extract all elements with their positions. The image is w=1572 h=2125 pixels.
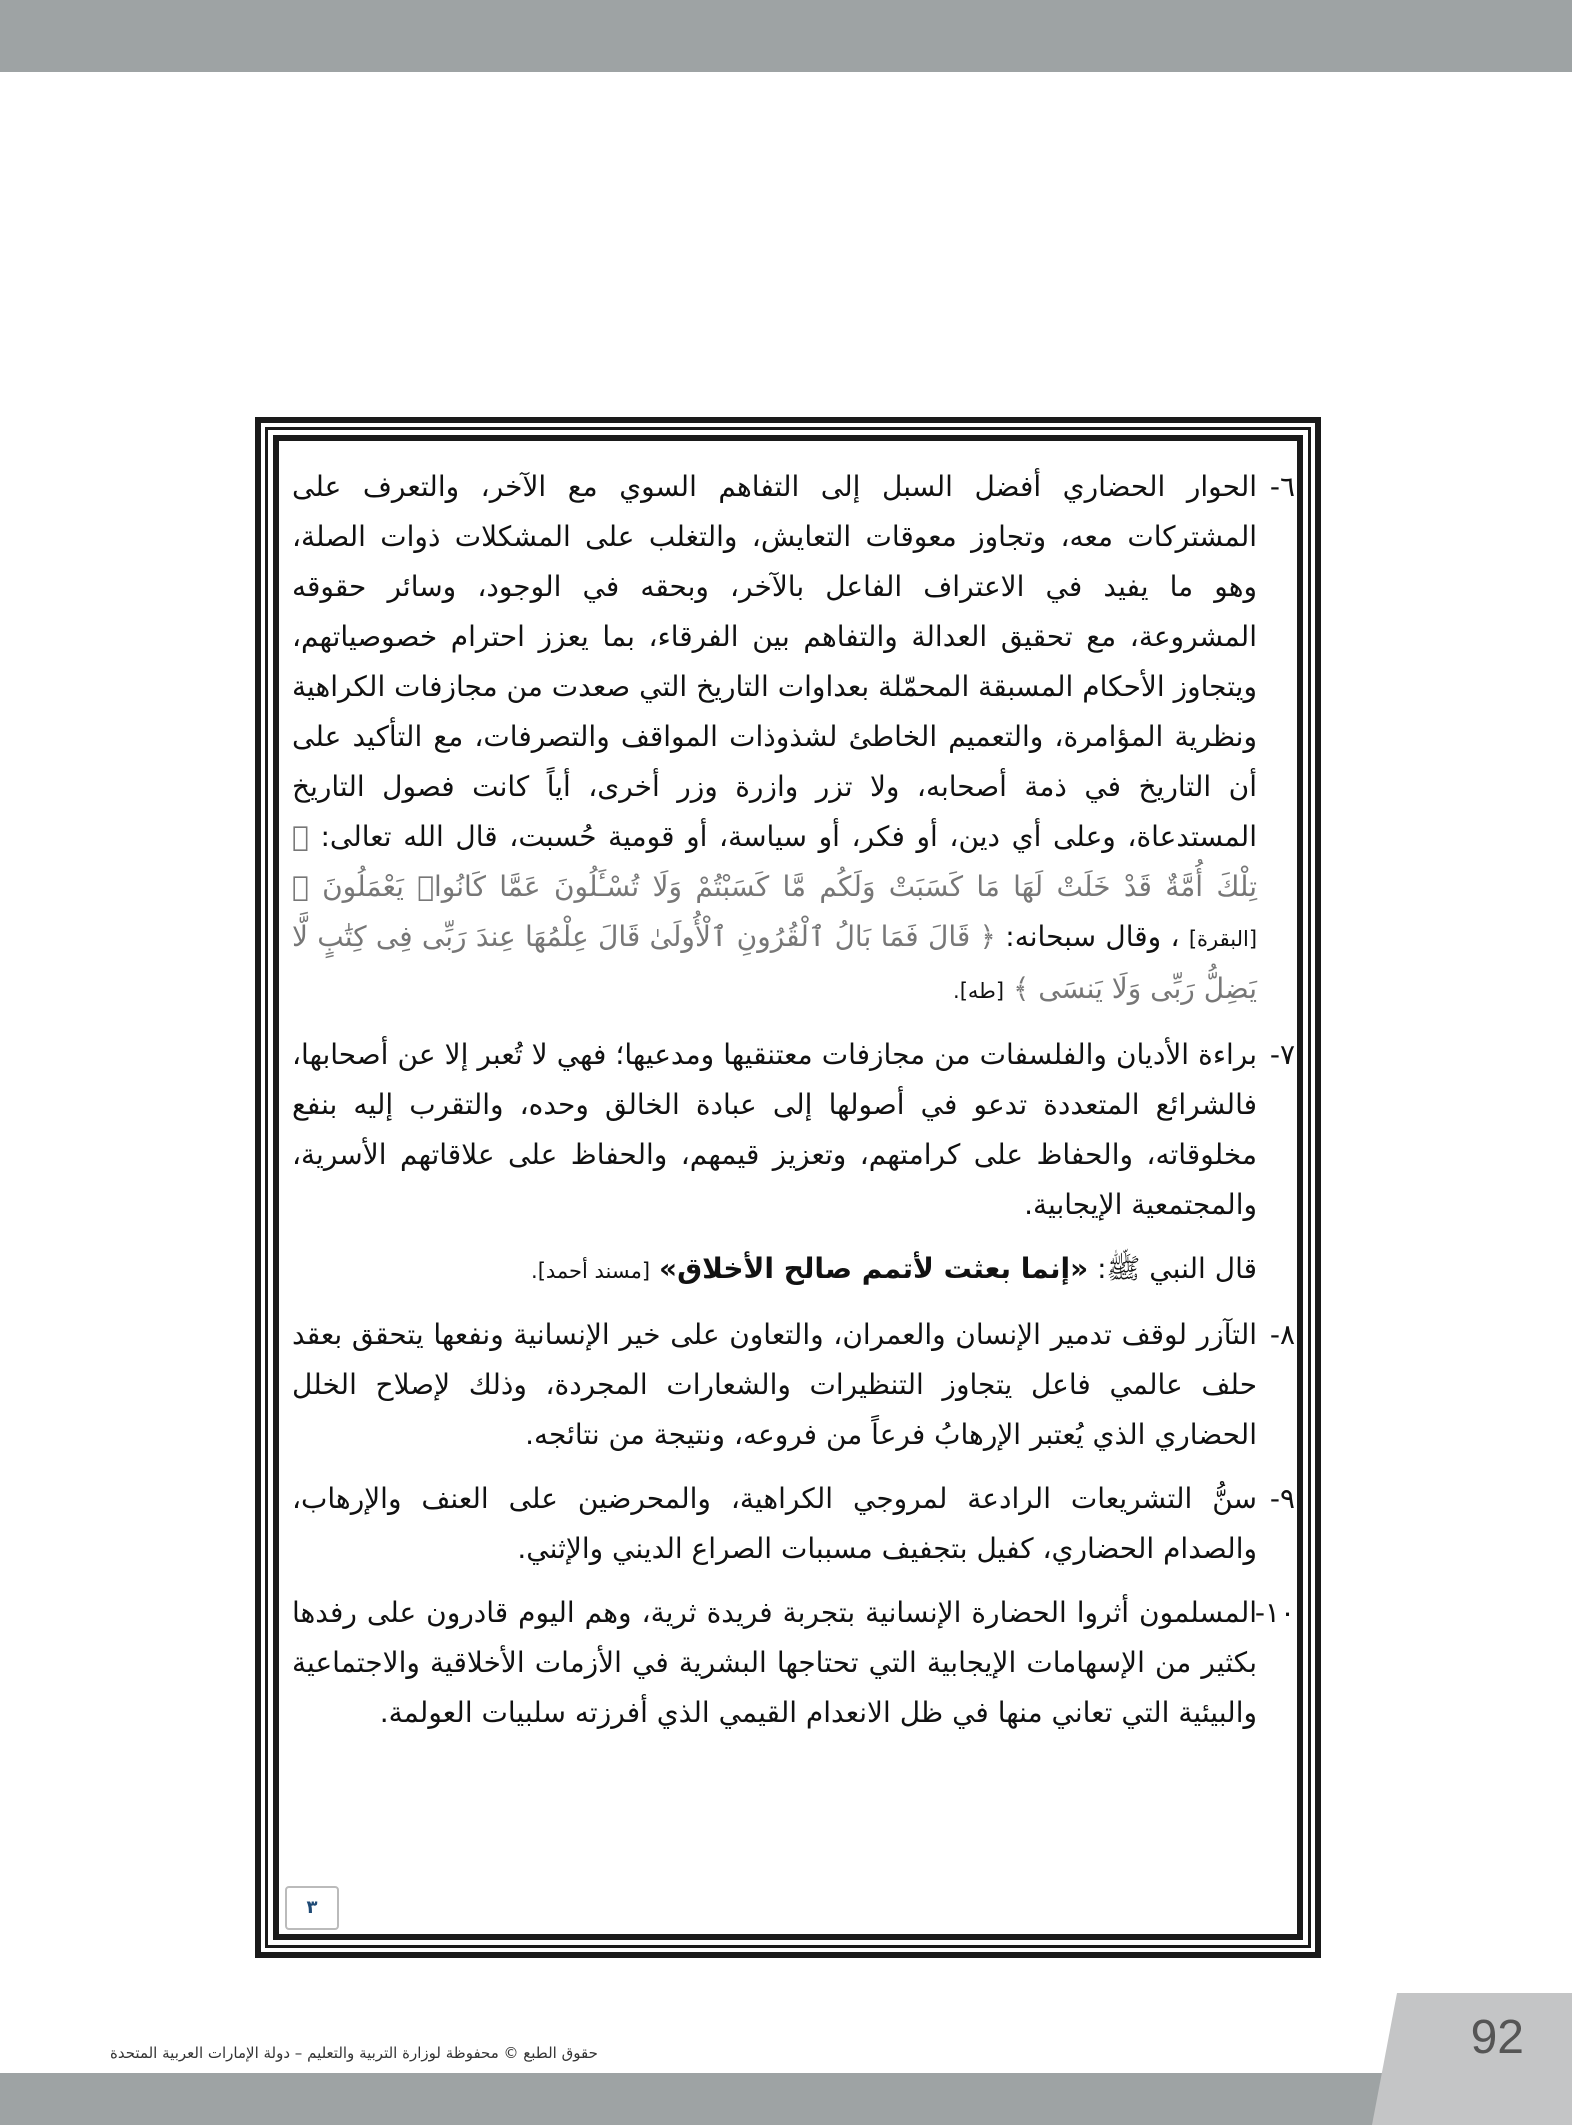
item-number: ٦- bbox=[1269, 470, 1295, 503]
quran-verse: ﴿ تِلْكَ أُمَّةٌ قَدْ خَلَتْ لَهَا مَا كَسَبَتْ وَلَكُم مَّا كَسَبْتُمْ وَلَا تُسْـَٔلُونَ عَمَّا كَانُوا۟ يَعْمَلُونَ ﴾ bbox=[292, 820, 1257, 903]
verse-reference: [البقرة] bbox=[1188, 927, 1258, 951]
item-8: ٨- التآزر لوقف تدمير الإنسان والعمران، والتعاون على خير الإنسانية ونفعها يتحقق بعقد حلف عالمي فاعل يتجاوز التنظيرات والشعارات المجردة، وذلك لإصلاح الخلل الحضاري الذي يُعتبر الإرهابُ فرعاً من فروعه، ونتيجة من نتائجه. bbox=[292, 1310, 1295, 1460]
item-6: ٦- الحوار الحضاري أفضل السبل إلى التفاهم السوي مع الآخر، والتعرف على المشتركات معه، وتجاوز معوقات التعايش، والتغلب على المشكلات ذوات الصلة، وهو ما يفيد في الاعتراف الفاعل بالآخر، وبحقه في الوجود، وسائر حقوقه المشروعة، مع تحقيق العدالة والتفاهم بين الفرقاء، بما يعزز احترام خصوصياتهم، ويتجاوز الأحكام المسبقة المحمّلة بعداوات التاريخ التي صعدت من مجازفات الكراهية ونظرية المؤامرة، والتعميم الخاطئ لشذوذات المواقف والتصرفات، مع التأكيد على أن التاريخ في ذمة أصحابه، ولا تزر وازرة وزر أخرى، أياً كانت فصول التاريخ المستدعاة، وعلى أي دين، أو فكر، أو سياسة، أو قومية حُسبت، قال الله تعالى: ﴿ تِلْكَ أُمَّةٌ قَدْ خَلَتْ لَهَا مَا كَسَبَتْ وَلَكُم مَّا كَسَبْتُمْ وَلَا تُسْـَٔلُونَ عَمَّا كَانُوا۟ يَعْمَلُونَ ﴾ [البقرة] ، وقال سبحانه: ﴿ قَالَ فَمَا بَالُ ٱلْقُرُونِ ٱلْأُولَىٰ قَالَ عِلْمُهَا عِندَ رَبِّى فِى كِتَٰبٍ لَّا يَضِلُّ رَبِّى وَلَا يَنسَى ﴾ [طه]. bbox=[292, 462, 1295, 1016]
copyright-footer: حقوق الطبع © محفوظة لوزارة التربية والتعليم – دولة الإمارات العربية المتحدة bbox=[110, 2044, 598, 2062]
item-number: ٩- bbox=[1269, 1482, 1295, 1515]
ornament-page-badge: ٣ bbox=[285, 1886, 339, 1930]
item-number: ١٠- bbox=[1254, 1596, 1295, 1629]
hadith: قال النبي ﷺ: «إنما بعثت لأتمم صالح الأخلاق» [مسند أحمد]. bbox=[531, 1252, 1257, 1285]
page-number: 92 bbox=[1470, 2011, 1524, 2064]
item-number: ٧- bbox=[1269, 1038, 1295, 1071]
quran-verse: ﴿ قَالَ فَمَا بَالُ ٱلْقُرُونِ ٱلْأُولَىٰ قَالَ عِلْمُهَا عِندَ رَبِّى فِى كِتَٰبٍ لَّا يَضِلُّ رَبِّى وَلَا يَنسَى ﴾ bbox=[292, 920, 1257, 1005]
item-number: ٨- bbox=[1269, 1318, 1295, 1351]
item-10: ١٠- المسلمون أثروا الحضارة الإنسانية بتجربة فريدة ثرية، وهم اليوم قادرون على رفدها بكثير من الإسهامات الإيجابية التي تحتاجها البشرية في الأزمات الأخلاقية والاجتماعية والبيئية التي تعاني منها في ظل الانعدام القيمي الذي أفرزته سلبيات العولمة. bbox=[292, 1588, 1295, 1738]
item-9: ٩- سنُّ التشريعات الرادعة لمروجي الكراهية، والمحرضين على العنف والإرهاب، والصدام الحضاري، كفيل بتجفيف مسببات الصراع الديني والإثني. bbox=[292, 1474, 1295, 1574]
hadith-quote: «إنما بعثت لأتمم صالح الأخلاق» bbox=[658, 1252, 1089, 1285]
page-content bbox=[292, 462, 1295, 1752]
bottom-bar bbox=[0, 2073, 1400, 2125]
hadith-source: [مسند أحمد]. bbox=[531, 1259, 651, 1283]
verse-reference: [طه]. bbox=[953, 979, 1005, 1003]
top-bar bbox=[0, 0, 1572, 72]
item-7: ٧- براءة الأديان والفلسفات من مجازفات معتنقيها ومدعيها؛ فهي لا تُعبر إلا عن أصحابها، فالشرائع المتعددة تدعو في أصولها إلى عبادة الخالق وحده، والتقرب إليه بنفع مخلوقاته، والحفاظ على كرامتهم، وتعزيز قيمهم، والحفاظ على علاقاتهم الأسرية، والمجتمعية الإيجابية. bbox=[292, 1030, 1295, 1230]
